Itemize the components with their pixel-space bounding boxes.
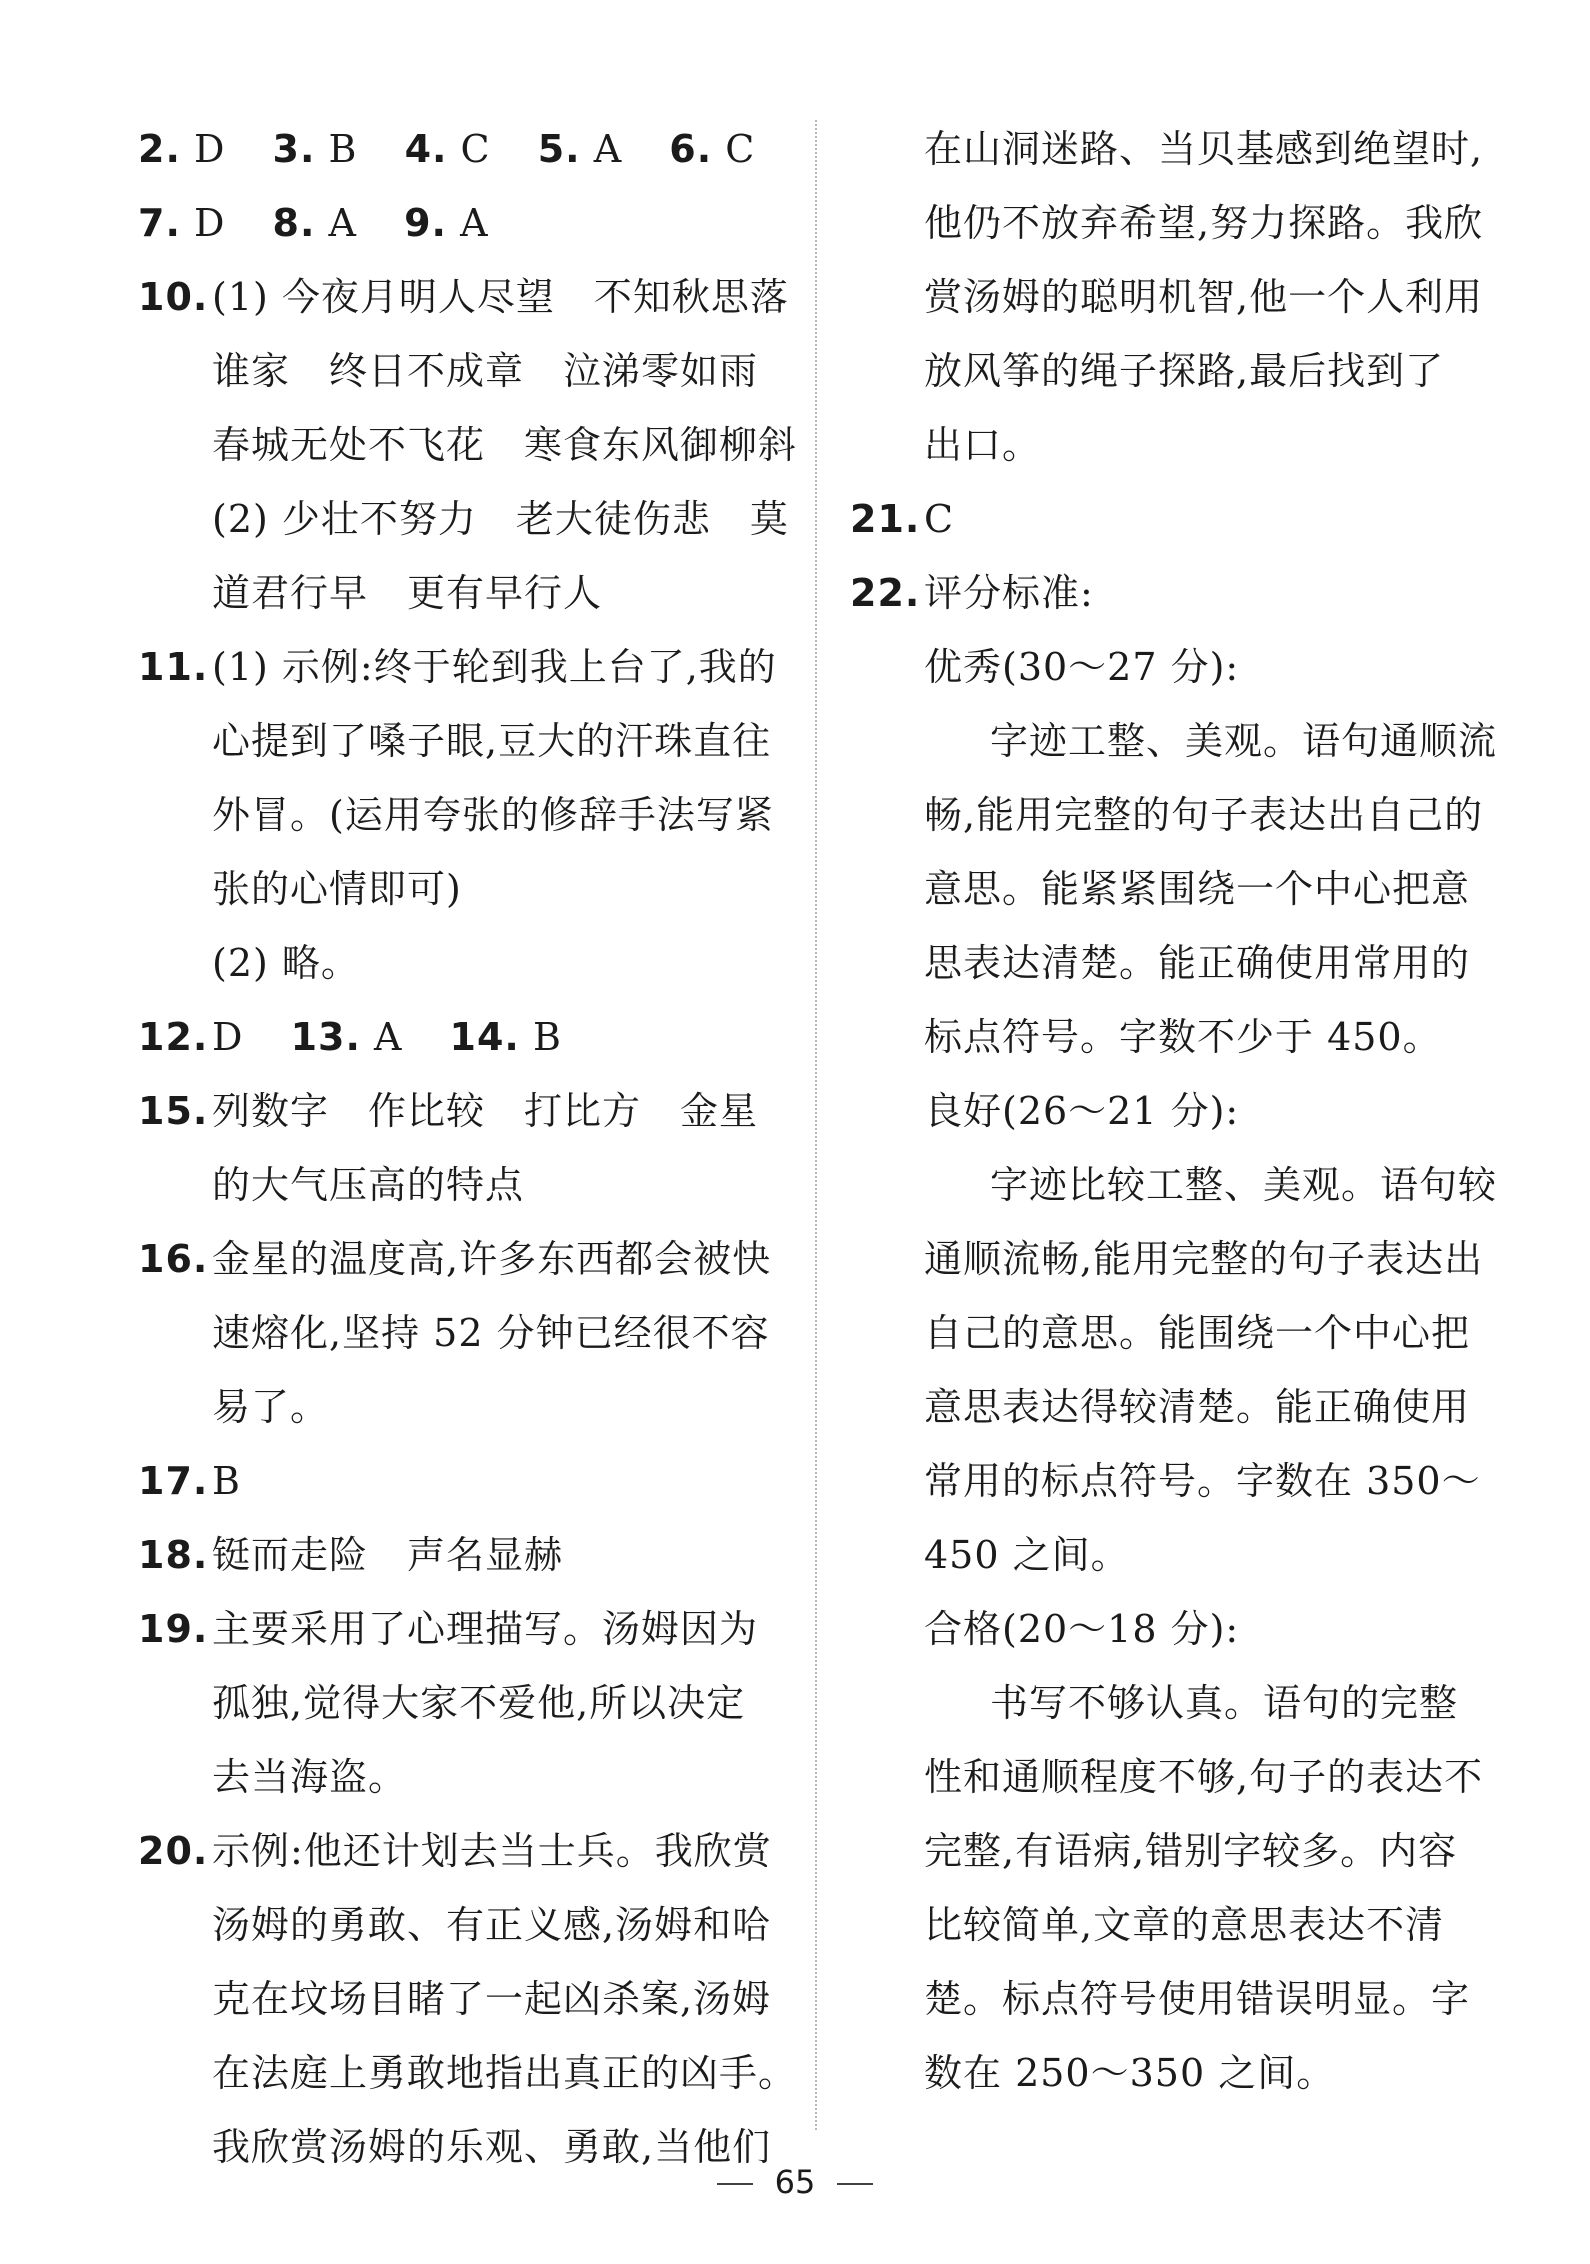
grade-pass-heading: 合格(20～18 分): — [924, 1607, 1240, 1651]
grade-excellent-heading: 优秀(30～27 分): — [924, 645, 1240, 689]
answer-15: 15.列数字 作比较 打比方 金星 的大气压高的特点 — [138, 1089, 759, 1207]
footer-dash-right — [837, 2183, 873, 2185]
left-column — [138, 112, 798, 2184]
answers-2-6: 2. D 3. B 4. C 5. A 6. C — [138, 127, 756, 171]
answer-22: 22.评分标准: 优秀(30～27 分): 字迹工整、美观。语句通顺流 畅,能用完整的句子表达出自己的 意思。能紧紧围绕一个中心把意 思表达清楚。能正确使用常用的 标点符号。字数不少于 450。 良好(26～21 分): 字迹比较工整、美观。语句较 通顺流畅,能用完整的句子表达出 自己的意思。能围绕一个中心把 意思表达得较清楚。能正确使用 常用的标点符号。字数在 350～ 450 之间。 合格(20～18 分): 书写不够认真。语句的完整 性和通顺程度不够,句子的表达不 完整,有语病,错别字较多。内容 比较简单,文章的意思表达不清 楚。标点符号使用错误明显。字 数在 250～350 之间。 — [850, 556, 1500, 2110]
answer-17: 17.B — [138, 1459, 241, 1503]
answer-19: 19.主要采用了心理描写。汤姆因为 孤独,觉得大家不爱他,所以决定 去当海盗。 — [138, 1607, 759, 1799]
answer-18: 18.铤而走险 声名显赫 — [138, 1533, 564, 1577]
footer-dash-left — [717, 2183, 753, 2185]
answers-7-9: 7. D 8. A 9. A — [138, 201, 489, 245]
answer-21: 21.C — [850, 497, 955, 541]
answer-20-continued: 在山洞迷路、当贝基感到绝望时, 他仍不放弃希望,努力探路。我欣 赏汤姆的聪明机智,他一个人利用 放风筝的绳子探路,最后找到了 出口。 — [924, 127, 1484, 467]
right-column — [850, 112, 1500, 2110]
answer-11: 11.(1) 示例:终于轮到我上台了,我的 心提到了嗓子眼,豆大的汗珠直往 外冒。(运用夸张的修辞手法写紧 张的心情即可) (2) 略。 — [138, 645, 777, 985]
column-divider — [815, 120, 817, 2130]
answer-20: 20.示例:他还计划去当士兵。我欣赏 汤姆的勇敢、有正义感,汤姆和哈 克在坟场目睹了一起凶杀案,汤姆 在法庭上勇敢地指出真正的凶手。 我欣赏汤姆的乐观、勇敢,当他们 — [138, 1829, 798, 2169]
grade-good-heading: 良好(26～21 分): — [924, 1089, 1240, 1133]
page-number: 65 — [774, 2163, 816, 2201]
page-number-footer — [0, 2160, 1590, 2204]
answers-12-14: 12.D 13. A 14. B — [138, 1015, 562, 1059]
answer-10: 10.(1) 今夜月明人尽望 不知秋思落 谁家 终日不成章 泣涕零如雨 春城无处不飞花 寒食东风御柳斜 (2) 少壮不努力 老大徒伤悲 莫 道君行早 更有早行人 — [138, 275, 798, 615]
answer-16: 16.金星的温度高,许多东西都会被快 速熔化,坚持 52 分钟已经很不容 易了。 — [138, 1237, 772, 1429]
